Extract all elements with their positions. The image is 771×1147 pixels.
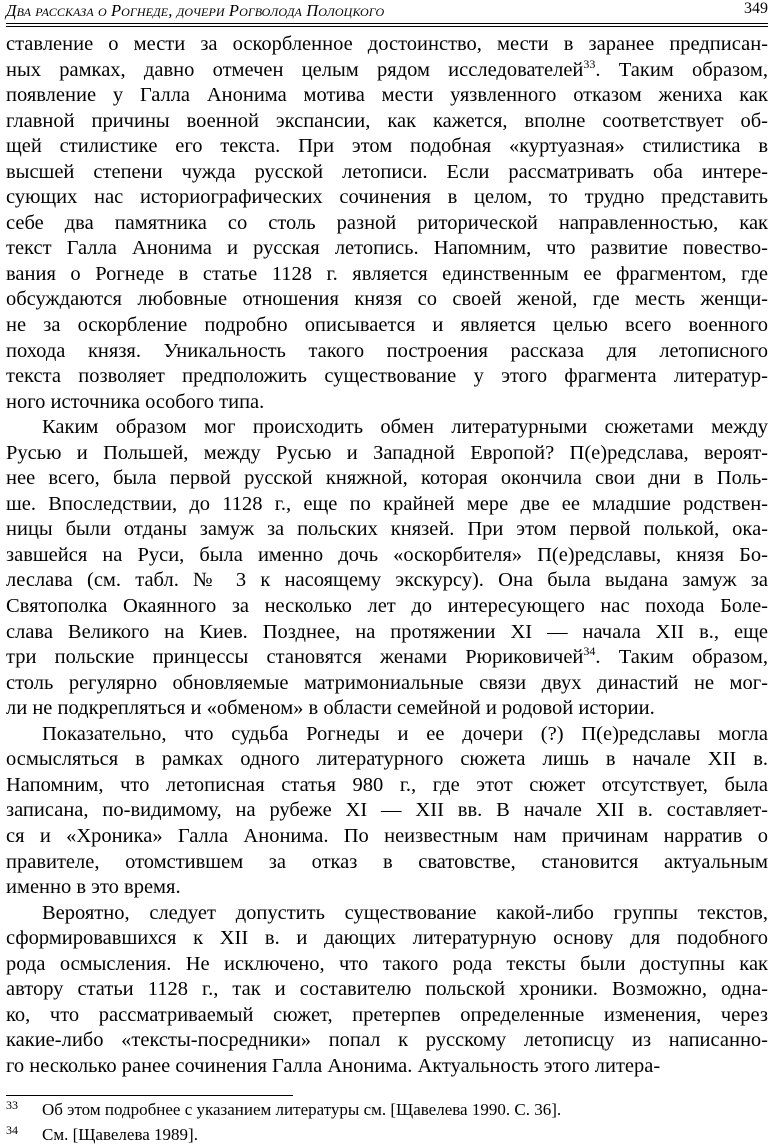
text-line: Вероятно, следует допустить существование какой-либо группы текстов, [42,901,768,924]
paragraph [6,722,768,901]
text-line: осмысляться в рамках одного литературного сюжета лишь в начале XII в. [6,748,768,771]
text-line: Напомним, что летописная статья 980 г., где этот сюжет отсутствует, была [6,773,768,796]
body-text [6,32,768,1079]
paragraph [6,901,768,1080]
text-line: Показательно, что судьба Рогнеды и ее дочери (?) П(е)редславы могла [42,722,768,745]
text-line: ставление о мести за оскорбленное достоинство, мести в заранее предписан- [6,33,768,55]
text-line: правителе, отомстившем за отказ в сватовстве, становится актуальным [6,850,768,873]
text-line: ли не подкрепляться и «обменом» в области семейной и родовой истории. [6,697,655,720]
page-number: 349 [744,0,768,17]
footnotes [6,1097,766,1147]
running-title: Два рассказа о Рогнеде, дочери Рогволода Полоцкого [6,1,385,20]
text-line: леслава (см. табл. № 3 к насоящему экскурсу). Она была выдана замуж за [6,569,768,592]
footnote-ref[interactable]: 34 [583,644,596,659]
footnote-text: См. [Щавелева 1989]. [42,1125,198,1144]
footnote-text: Об этом подробнее с указанием литературы см. [Щавелева 1990. С. 36]. [42,1100,562,1119]
text-line: появление у Галла Анонима мотива мести уязвленного отказом жениха как [6,84,768,107]
text-line: ся и «Хроника» Галла Анонима. По неизвестным нам причинам нарратив о [6,824,768,847]
text-line: сформировавшихся к XII в. и дающих литературную основу для подобного [6,927,768,950]
text-line: ных рамках, давно отмечен целым рядом исследователей$^{33}$. Таким образом, [6,56,768,81]
header-rule-thin [6,26,768,27]
page-header [6,0,768,24]
text-line: ницы были отданы замуж за польских князей. При этом первой полькой, ока- [6,518,768,541]
footnote-ref[interactable]: 33 [583,56,596,71]
text-line: себе два памятника со столь разной риторической направленностью, как [6,211,768,234]
footnote [6,1097,766,1122]
text-line: главной причины военной экспансии, как кажется, вполне соответствует об- [6,109,768,132]
text-line: именно в это время. [6,876,181,899]
text-line: рода осмысления. Не исключено, что такого рода тексты были доступны как [6,952,768,975]
text-line: текста позволяет предположить существование у этого фрагмента литератур- [6,365,768,388]
text-line: ного источника особого типа. [6,390,265,413]
text-line: Каким образом мог происходить обмен литературными сюжетами между [42,416,768,439]
text-line: го несколько ранее сочинения Галла Анонима. Актуальность этого литера- [6,1054,661,1077]
text-line: ше. Впоследствии, до 1128 г., еще по крайней мере две ее младшие родствен- [6,492,768,515]
text-line: вания о Рогнеде в статье 1128 г. является единственным ее фрагментом, где [6,262,768,285]
text-line: записана, по-видимому, на рубеже XI — XII вв. В начале XII в. составляет- [6,799,768,822]
text-line: похода князя. Уникальность такого построения рассказа для летописного [6,339,768,362]
text-line: ко, что рассматриваемый сюжет, претерпев определенные изменения, через [6,1003,768,1026]
text-line: щей стилистике его текста. При этом подобная «куртуазная» стилистика в [6,135,768,158]
text-line: автору статьи 1128 г., так и составителю польской хроники. Возможно, одна- [6,978,768,1001]
paragraph [6,415,768,722]
text-line: высшей степени чужда русской летописи. Если рассматривать оба интере- [6,160,768,183]
text-line: текст Галла Анонима и русская летопись. Напомним, что развитие повество- [6,237,768,260]
header-rule [6,23,768,24]
footnote-number: 34 [6,1123,18,1137]
text-line: столь регулярно обновляемые матримониальные связи двух династий не мог- [6,671,768,694]
text-line: сующих нас историографических сочинения в целом, то трудно представить [6,186,768,209]
text-line: слава Великого на Киев. Позднее, на протяжении XI — начала XII в., еще [6,620,768,643]
text-line: не за оскорбление подробно описывается и является целью всего военного [6,314,768,337]
text-line: Русью и Польшей, между Русью и Западной Европой? П(е)редслава, вероят- [6,441,768,464]
footnote-separator [6,1095,293,1096]
text-line: Святополка Окаянного за несколько лет до интересующего нас похода Боле- [6,595,768,618]
paragraph [6,32,768,415]
text-line: обсуждаются любовные отношения князя со своей женой, где месть женщи- [6,288,768,311]
text-line: завшейся на Руси, была именно дочь «оскорбителя» П(е)редславы, князя Бо- [6,543,768,566]
footnote-number: 33 [6,1098,18,1112]
text-line: нее всего, была первой русской княжной, которая окончила свои дни в Поль- [6,467,768,490]
footnote [6,1122,766,1147]
text-line: три польские принцессы становятся женами Рюриковичей$^{34}$. Таким образом, [6,644,768,669]
text-line: какие-либо «тексты-посредники» попал к русскому летописцу из написанно- [6,1029,768,1052]
